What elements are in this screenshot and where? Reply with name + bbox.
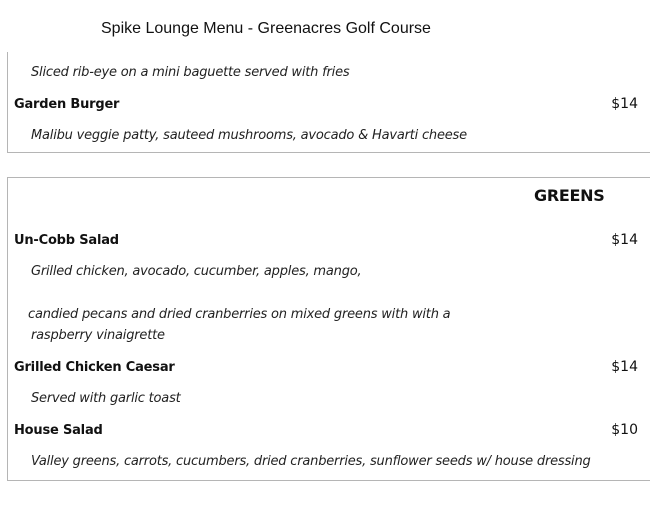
item-description-un-cobb-salad-line-1: Grilled chicken, avocado, cucumber, apples, mango, bbox=[31, 264, 362, 279]
item-name-house-salad: House Salad bbox=[14, 423, 103, 438]
item-description-garden-burger: Malibu veggie patty, sauteed mushrooms, avocado & Havarti cheese bbox=[31, 128, 467, 143]
item-description: Sliced rib-eye on a mini baguette served with fries bbox=[31, 65, 350, 80]
item-price-grilled-chicken-caesar: $14 bbox=[611, 359, 638, 375]
item-description-un-cobb-salad-line-3: raspberry vinaigrette bbox=[31, 328, 165, 343]
item-name-garden-burger: Garden Burger bbox=[14, 97, 120, 112]
item-name-grilled-chicken-caesar: Grilled Chicken Caesar bbox=[14, 360, 175, 375]
item-description-house-salad: Valley greens, carrots, cucumbers, dried cranberries, sunflower seeds w/ house dressing bbox=[31, 454, 591, 469]
item-price-un-cobb-salad: $14 bbox=[611, 232, 638, 248]
item-price-garden-burger: $14 bbox=[611, 96, 638, 112]
item-name-un-cobb-salad: Un-Cobb Salad bbox=[14, 233, 119, 248]
section-heading-greens: GREENS bbox=[534, 186, 605, 205]
item-price-house-salad: $10 bbox=[611, 422, 638, 438]
page-title: Spike Lounge Menu - Greenacres Golf Course bbox=[101, 20, 431, 37]
item-description-un-cobb-salad-line-2: candied pecans and dried cranberries on mixed greens with with a bbox=[28, 307, 451, 322]
item-description-grilled-chicken-caesar: Served with garlic toast bbox=[31, 391, 181, 406]
